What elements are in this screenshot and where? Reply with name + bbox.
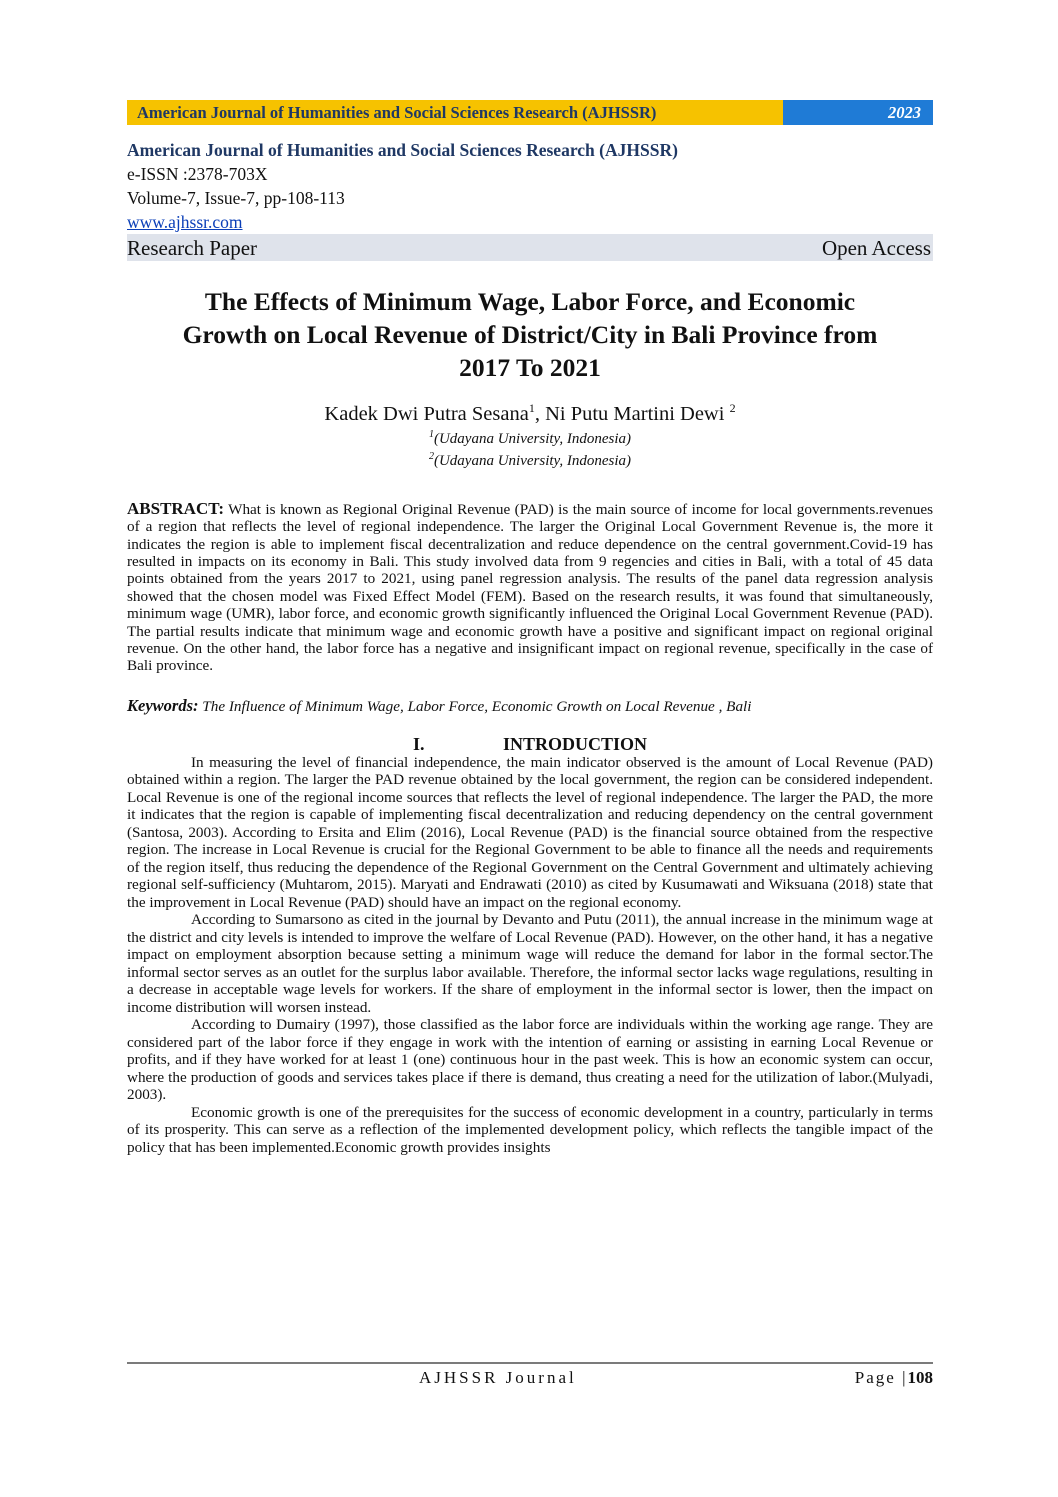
keywords-text: The Influence of Minimum Wage, Labor Force, Economic Growth on Local Revenue , Bali (198, 697, 752, 715)
affiliation-sup: 1 (428, 428, 434, 440)
affiliation-text: (Udayana University, Indonesia) (433, 452, 632, 469)
journal-name: American Journal of Humanities and Social Sciences Research (AJHSSR) (127, 140, 678, 160)
paper-title (127, 285, 933, 384)
keywords-label: Keywords: (127, 695, 199, 715)
paper-type: Research Paper (127, 235, 258, 260)
section-heading (127, 734, 933, 754)
paper-type-bar (127, 234, 933, 261)
running-header-year: 2023 (783, 100, 933, 125)
volume-issue: Volume-7, Issue-7, pp-108-113 (127, 188, 345, 208)
paper-page (127, 100, 933, 1156)
abstract-text: What is known as Regional Original Revenue (PAD) is the main source of income for local governments.revenues of a region that reflects the level of regional independence. The larger the Original Local Government Revenue is, the more it indicates the region is able to implement fiscal decentralization and reduce dependence on the central government.Covid-19 has resulted in impacts on its economy in Bali. This study involved data from 9 regencies and cities in Bali, with a total of 45 data points obtained from the years 2017 to 2021, using panel regression analysis. The results of the panel data regression analysis showed that the chosen model was Fixed Effect Model (FEM). Based on the research results, it was found that simultaneously, minimum wage (UMR), labor force, and economic growth significantly influenced the Original Local Government Revenue (PAD). The partial results indicate that minimum wage and economic growth have a positive and significant impact on regional original revenue. On the other hand, the labor force has a negative and insignificant impact on regional revenue, specifically in the case of Bali province. (127, 500, 933, 675)
author-separator: , (534, 402, 546, 425)
journal-url-link[interactable]: www.ajhssr.com (127, 212, 243, 232)
author-sup: 2 (729, 401, 736, 415)
journal-info (127, 138, 933, 261)
title-line: The Effects of Minimum Wage, Labor Force, and Economic (204, 287, 856, 316)
abstract-label: ABSTRACT: (127, 498, 224, 518)
author-sup: 1 (528, 401, 535, 415)
footer-page (855, 1368, 933, 1388)
author-name: Ni Putu Martini Dewi (545, 402, 730, 425)
author-name: Kadek Dwi Putra Sesana (324, 402, 529, 425)
affiliation (127, 426, 933, 448)
abstract (127, 500, 933, 675)
footer-page-number: 108 (907, 1368, 933, 1387)
affiliation-sup: 2 (428, 450, 434, 462)
footer-page-label: Page | (854, 1368, 908, 1387)
paragraph: Economic growth is one of the prerequisites for the success of economic development in a country, particularly in terms of its prosperity. This can serve as a reflection of the implemented development policy, which reflects the tangible impact of the policy that has been implemented.Economic growth provides insights (127, 1103, 933, 1156)
keywords (127, 697, 933, 716)
body-text (127, 754, 933, 1157)
footer-journal: AJHSSR Journal (419, 1368, 577, 1387)
affiliation-text: (Udayana University, Indonesia) (433, 430, 632, 447)
running-header-journal: American Journal of Humanities and Social Sciences Research (AJHSSR) (127, 100, 783, 125)
page-footer (127, 1362, 933, 1388)
title-line: 2017 To 2021 (459, 353, 601, 382)
paragraph: In measuring the level of financial independence, the main indicator observed is the amount of Local Revenue (PAD) obtained within a region. The larger the PAD revenue obtained by the local government, the region can be considered independent. Local Revenue is one of the regional income sources that reflects the level of regional independence. The larger the PAD, the more it indicates that the region is capable of implementing fiscal decentralization and reducing dependency on the central government (Santosa, 2003). According to Ersita and Elim (2016), Local Revenue (PAD) is the financial source obtained from the respective region. The increase in Local Revenue is crucial for the Regional Government to be able to finance all the needs and requirements of the region itself, thus reducing the dependence of the Regional Government on the Central Government and ultimately achieving regional self-sufficiency (Muhtarom, 2015). Maryati and Endrawati (2010) as cited by Kusumawati and Wiksuana (2018) state that the improvement in Local Revenue (PAD) should have an impact on the regional economy. (127, 753, 933, 911)
running-header (127, 100, 933, 125)
author-list (127, 396, 933, 426)
title-line: Growth on Local Revenue of District/City in Bali Province from (182, 320, 878, 349)
section-title: INTRODUCTION (502, 733, 648, 754)
access-type: Open Access (821, 235, 931, 260)
affiliation (127, 448, 933, 470)
section-number: I. (412, 733, 425, 754)
eissn: e-ISSN :2378-703X (127, 164, 268, 184)
paragraph: According to Sumarsono as cited in the journal by Devanto and Putu (2011), the annual increase in the minimum wage at the district and city levels is intended to improve the welfare of Local Revenue (PAD). However, on the other hand, it has a negative impact on employment absorption because setting a minimum wage will reduce the demand for labor in the formal sector.The informal sector serves as an outlet for the surplus labor available. Therefore, the informal sector lacks wage regulations, resulting in a decrease in acceptable wage levels for workers. If the share of employment in the informal sector is lower, then the impact on income distribution will worsen instead. (127, 911, 933, 1016)
paragraph: According to Dumairy (1997), those classified as the labor force are individuals within the working age range. They are considered part of the labor force if they engage in work with the intention of earning or assisting in earning Local Revenue or profits, and if they have worked for at least 1 (one) continuous hour in the past week. This is how an economic system can occur, where the production of goods and services takes place if there is demand, thus creating a need for the utilization of labor.(Mulyadi, 2003). (127, 1016, 933, 1104)
